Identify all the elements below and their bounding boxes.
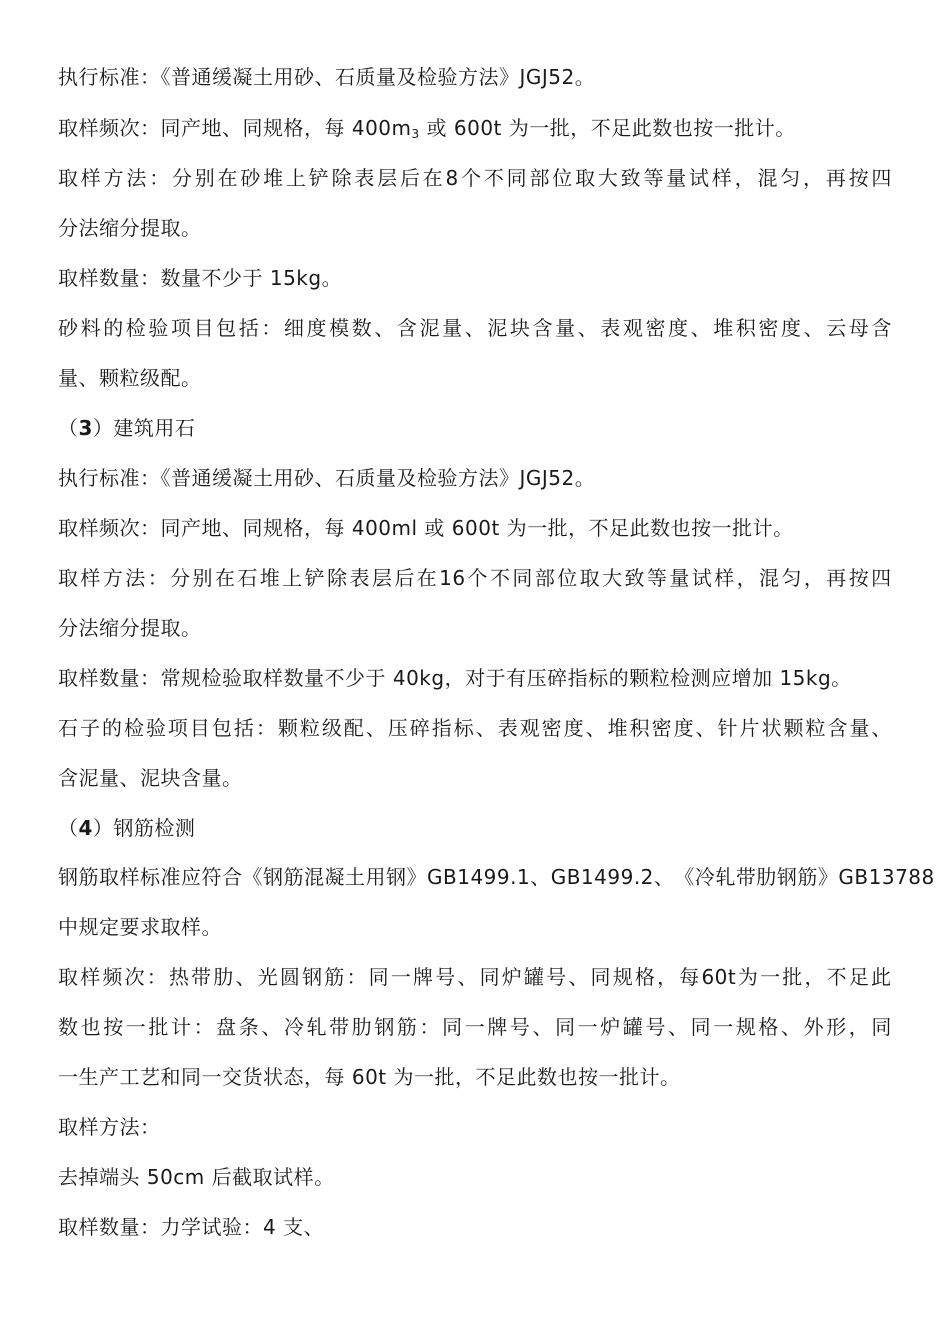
section-heading: （4）钢筋检测: [58, 816, 196, 840]
paragraph-line: 取样数量：常规检验取样数量不少于 40kg，对于有压碎指标的颗粒检测应增加 15kg。: [58, 666, 852, 690]
paragraph-line: 数 也 按 一 批 计 ： 盘 条 、 冷 轧 带 肋 钢 筋 ： 同 一 牌 号 、 同 一 炉 罐 号 、 同 一 规 格 、 外 形 ， 同: [58, 1015, 892, 1039]
paragraph-line: 执行标准：《普通缓凝土用砂、石质量及检验方法》JGJ52。: [58, 65, 596, 89]
paragraph-line: 取样数量：数量不少于 15kg。: [58, 266, 343, 290]
paragraph-line: 分法缩分提取。: [58, 616, 202, 640]
paragraph-line: 砂 料 的 检 验 项 目 包 括 ： 细 度 模 数 、 含 泥 量 、 泥 块 含 量 、 表 观 密 度 、 堆 积 密 度 、 云 母 含: [58, 316, 892, 340]
paragraph-line: 取 样 频 次 ： 热 带 肋 、 光 圆 钢 筋 ： 同 一 牌 号 、 同 炉 罐 号 、 同 规 格 ， 每 60t 为 一 批 ， 不 足 此: [58, 965, 892, 989]
paragraph-line: 取样数量：力学试验：4 支、: [58, 1215, 325, 1239]
paragraph-line: 分法缩分提取。: [58, 216, 202, 240]
paragraph-line: 去掉端头 50cm 后截取试样。: [58, 1165, 335, 1189]
paragraph-line: 取 样 方 法 ： 分 别 在 砂 堆 上 铲 除 表 层 后 在 8 个 不 同 部 位 取 大 致 等 量 试 样 ， 混 匀 ， 再 按 四: [58, 166, 892, 190]
paragraph-line: 量、颗粒级配。: [58, 366, 202, 390]
paragraph-line: 取样方法：: [58, 1115, 161, 1139]
paragraph-line: 中规定要求取样。: [58, 915, 222, 939]
paragraph-line: 一生产工艺和同一交货状态，每 60t 为一批，不足此数也按一批计。: [58, 1065, 681, 1089]
section-heading: （3）建筑用石: [58, 416, 196, 440]
paragraph-line: 石 子 的 检 验 项 目 包 括 ： 颗 粒 级 配 、 压 碎 指 标 、 表 观 密 度 、 堆 积 密 度 、 针 片 状 颗 粒 含 量 、: [58, 716, 892, 740]
paragraph-line: 执行标准：《普通缓凝土用砂、石质量及检验方法》JGJ52。: [58, 466, 596, 490]
paragraph-line: 含泥量、泥块含量。: [58, 766, 243, 790]
paragraph-line: 取样频次：同产地、同规格，每 $400m_3$ 或 600t 为一批，不足此数也按一批计。: [58, 116, 796, 141]
paragraph-line: 取样频次：同产地、同规格，每 400ml 或 600t 为一批，不足此数也按一批计。: [58, 516, 794, 540]
paragraph-line: 钢 筋 取 样 标 准 应 符 合 《 钢 筋 混 凝 土 用 钢 》 GB1499.1 、 GB1499.2 、 《 冷 轧 带 肋 钢 筋 》 GB13788: [58, 865, 935, 889]
paragraph-line: 取 样 方 法 ： 分 别 在 石 堆 上 铲 除 表 层 后 在 16 个 不 同 部 位 取 大 致 等 量 试 样 ， 混 匀 ， 再 按 四: [58, 566, 892, 590]
